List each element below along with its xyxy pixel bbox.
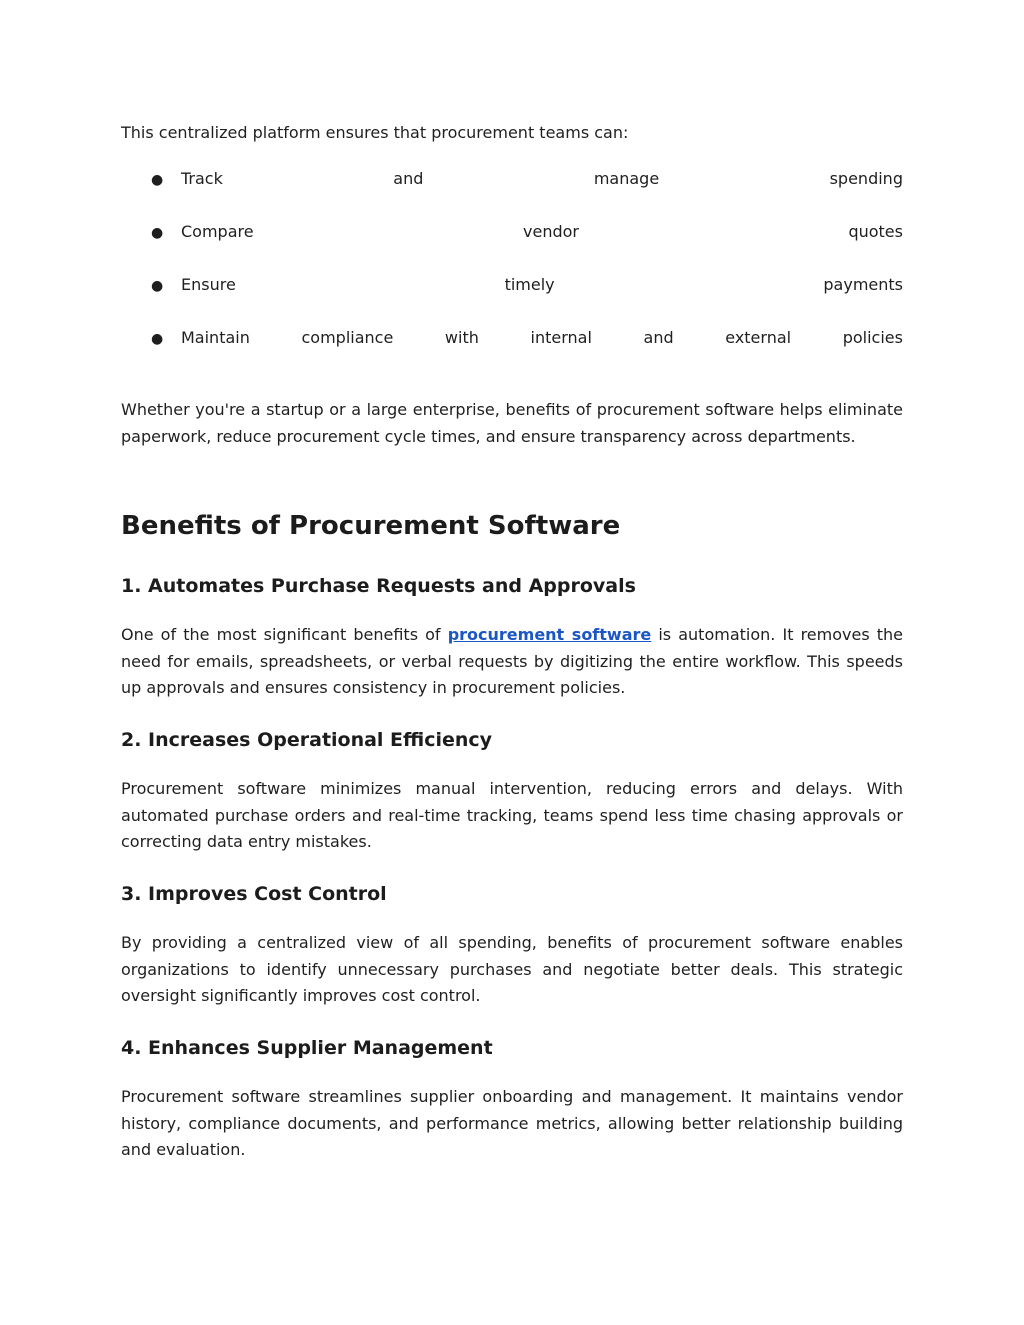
page-heading: Benefits of Procurement Software <box>121 511 621 541</box>
bullet-icon: ● <box>151 225 164 241</box>
bullet-list <box>121 166 903 378</box>
procurement-software-link[interactable]: procurement software <box>447 625 652 644</box>
bullet-word: spending <box>829 169 903 188</box>
bullet-word: Compare <box>181 222 254 241</box>
bullet-word: and <box>643 328 674 347</box>
bullet-icon: ● <box>151 172 164 188</box>
bullet-word: Ensure <box>181 275 236 294</box>
bullet-word: quotes <box>848 222 903 241</box>
bullet-word: timely <box>504 275 555 294</box>
bullet-icon: ● <box>151 278 164 294</box>
bullet-word: manage <box>593 169 660 188</box>
bullet-word: policies <box>842 328 903 347</box>
intro-text: This centralized platform ensures that procurement teams can: <box>121 123 629 142</box>
bullet-word: with <box>444 328 479 347</box>
text-after-link: is automation. It removes the need for emails, spreadsheets, or verbal requests by digitizing the entire workflow. This speeds up approvals and ensures consistency in procurement policies. <box>121 625 904 697</box>
bullet-word: vendor <box>523 222 579 241</box>
section-title-supplier: 4. Enhances Supplier Management <box>121 1037 493 1059</box>
section-title-efficiency: 2. Increases Operational Efficiency <box>121 729 493 751</box>
list-item <box>121 166 903 219</box>
section-text-cost-control: By providing a centralized view of all spending, benefits of procurement software enables organizations to identify unnecessary purchases and negotiate better deals. This strategic oversight significantly improves cost control. <box>121 933 903 1005</box>
section-text-supplier: Procurement software streamlines supplier onboarding and management. It maintains vendor history, compliance documents, and performance metrics, allowing better relationship building and evaluation. <box>121 1087 903 1159</box>
section-text-efficiency: Procurement software minimizes manual intervention, reducing errors and delays. With automated purchase orders and real-time tracking, teams spend less time chasing approvals or correcting data entry mistakes. <box>121 779 903 851</box>
bullet-word: payments <box>823 275 903 294</box>
bullet-word: Track <box>181 169 223 188</box>
list-item <box>121 219 903 272</box>
list-item <box>121 272 903 325</box>
section-text-automates <box>121 622 903 702</box>
bullet-icon: ● <box>151 331 164 347</box>
text-before-link: One of the most significant benefits of <box>121 625 448 644</box>
bullet-word: internal <box>530 328 592 347</box>
bullet-word: and <box>393 169 424 188</box>
section-title-cost-control: 3. Improves Cost Control <box>121 883 387 905</box>
summary-paragraph: Whether you're a startup or a large enterprise, benefits of procurement software helps eliminate paperwork, reduce procurement cycle times, and ensure transparency across departments. <box>121 400 903 446</box>
list-item <box>121 325 903 378</box>
section-title-automates: 1. Automates Purchase Requests and Approvals <box>121 575 636 597</box>
bullet-word: Maintain <box>181 328 250 347</box>
bullet-word: compliance <box>301 328 394 347</box>
bullet-word: external <box>725 328 792 347</box>
